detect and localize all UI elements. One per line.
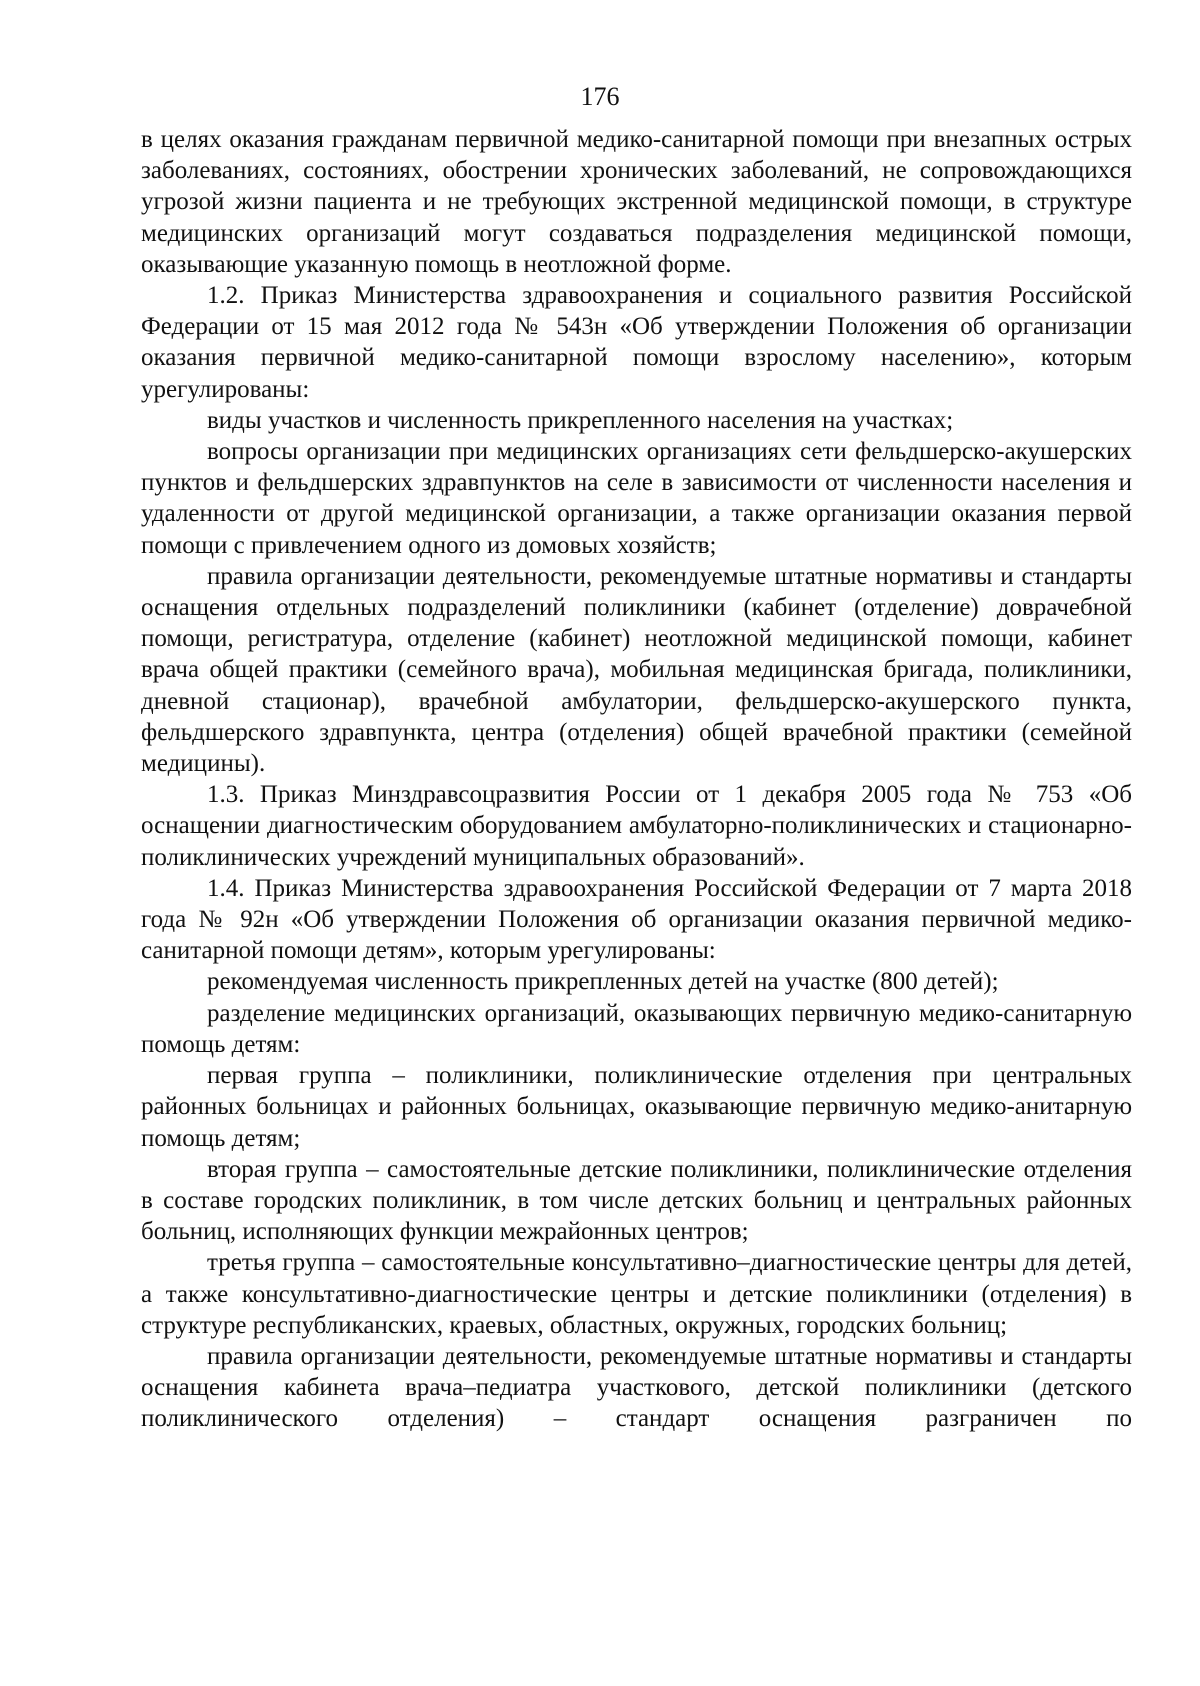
paragraph-item-1-4: 1.4. Приказ Министерства здравоохранения Российской Федерации от 7 марта 2018 года № 92н «Об утверждении Положения об организации оказания первичной медико-санитарной помощи детям», которым урегулированы: [141, 874, 1132, 965]
paragraph-continuation: в целях оказания гражданам первичной медико-санитарной помощи при внезапных острых заболеваниях, состояниях, обострении хронических заболеваний, не сопровождающихся угрозой жизни пациента и не требующих экстренной медицинской помощи, в структуре медицинских организаций могут создаваться подразделения медицинской помощи, оказывающие указанную помощь в неотложной форме. [141, 126, 1132, 278]
paragraph-group-2: вторая группа – самостоятельные детские поликлиники, поликлинические отделения в составе городских поликлиник, в том числе детских больниц и центральных районных больниц, исполняющих функции межрайонных центров; [141, 1155, 1132, 1246]
paragraph-rules-polyclinic: правила организации деятельности, рекомендуемые штатные нормативы и стандарты оснащения отдельных подразделений поликлиники (кабинет (отделение) доврачебной помощи, регистратура, отделение (кабинет) неотложной медицинской помощи, кабинет врача общей практики (семейного врача), мобильная медицинская бригада, поликлиники, дневной стационар), врачебной амбулатории, фельдшерско-акушерского пункта, фельдшерского здравпункта, центра (отделения) общей врачебной практики (семейной медицины). [141, 562, 1132, 778]
paragraph-group-1: первая группа – поликлиники, поликлинические отделения при центральных районных больницах и районных больницах, оказывающие первичную медико-анитарную помощь детям; [141, 1062, 1132, 1152]
paragraph-children-count: рекомендуемая численность прикрепленных детей на участке (800 детей); [207, 968, 999, 996]
paragraph-item-1-3: 1.3. Приказ Минздравсоцразвития России от 1 декабря 2005 года № 753 «Об оснащении диагностическим оборудованием амбулаторно-поликлинических и стационарно-поликлинических учреждений муниципальных образований». [141, 781, 1132, 871]
paragraph-rules-pediatric: правила организации деятельности, рекомендуемые штатные нормативы и стандарты оснащения кабинета врача–педиатра участкового, детской поликлиники (детского поликлинического отделения) – стандарт оснащения разграничен по [141, 1342, 1132, 1433]
paragraph-group-3: третья группа – самостоятельные консультативно–диагностические центры для детей, а также консультативно-диагностические центры и детские поликлиники (отделения) в структуре республиканских, краевых, областных, окружных, городских больниц; [141, 1249, 1132, 1339]
paragraph-fap-questions: вопросы организации при медицинских организациях сети фельдшерско-акушерских пунктов и фельдшерских здравпунктов на селе в зависимости от численности населения и удаленности от другой медицинской организации, а также организации оказания первой помощи с привлечением одного из домовых хозяйств; [141, 438, 1132, 559]
paragraph-sections: виды участков и численность прикрепленного населения на участках; [207, 406, 954, 434]
paragraph-item-1-2: 1.2. Приказ Министерства здравоохранения и социального развития Российской Федерации от 15 мая 2012 года № 543н «Об утверждении Положения об организации оказания первичной медико-санитарной помощи взрослому населению», которым урегулированы: [141, 282, 1132, 403]
document-body [141, 124, 1132, 1435]
paragraph-division: разделение медицинских организаций, оказывающих первичную медико-санитарную помощь детям: [141, 999, 1132, 1058]
page-number: 176 [580, 82, 620, 111]
